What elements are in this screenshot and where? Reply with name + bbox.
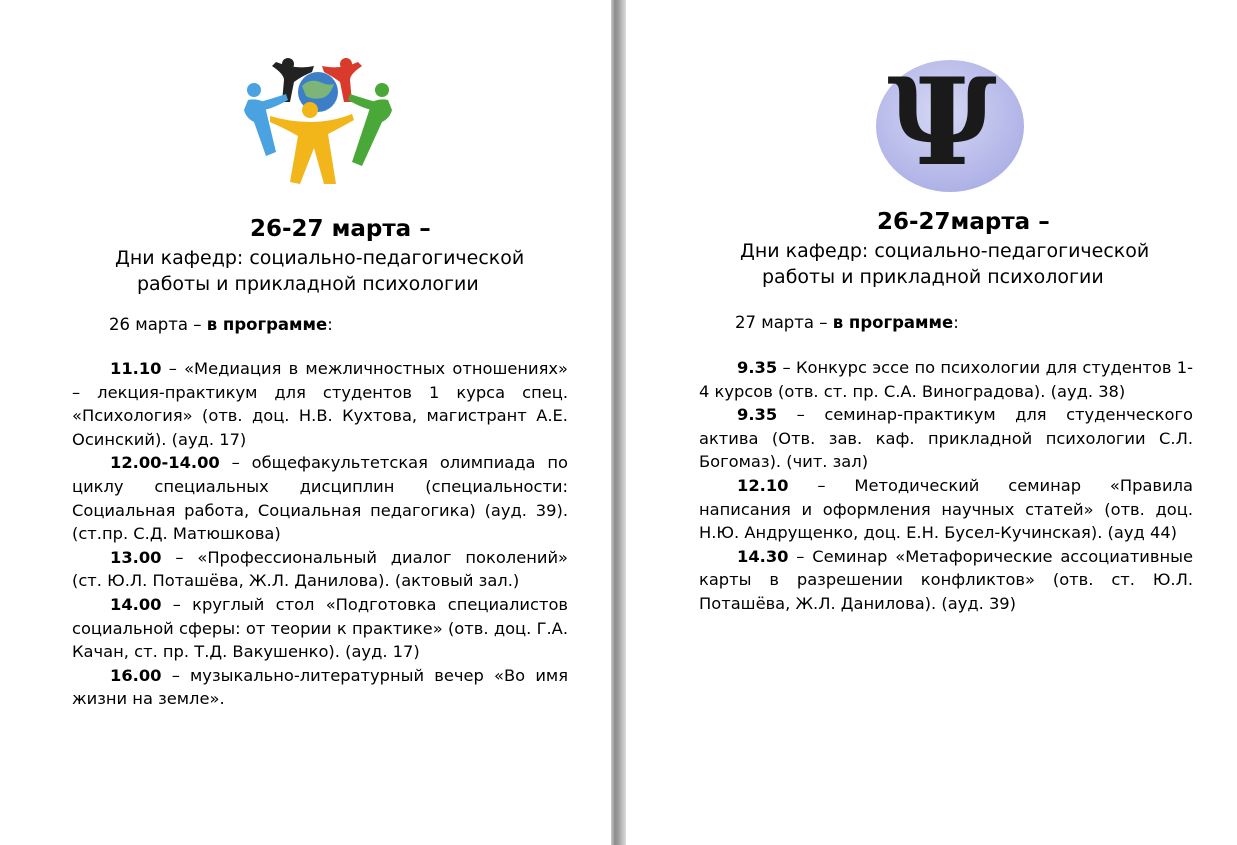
right-title: 26-27марта –	[877, 209, 1050, 235]
program-time: 9.35	[737, 358, 778, 377]
program-time: 11.10	[110, 359, 162, 378]
left-subtitle-line1: Дни кафедр: социально-педагогической	[115, 247, 525, 269]
program-time: 12.00-14.00	[110, 453, 220, 473]
program-item	[72, 451, 568, 545]
people-around-globe-icon	[240, 52, 396, 186]
program-text: – круглый стол «Подготовка специалистов социальной сферы: от теории к практике» (отв. доц. Г.А. Качан, ст. пр. Т.Д. Вакушенко). (ауд. 17)	[72, 594, 568, 662]
program-time: 13.00	[110, 547, 162, 567]
program-item	[699, 356, 1193, 403]
program-text: – Методический семинар «Правила написания и оформления научных статей» (отв. доц. Н.Ю. Андрущенко, доц. Е.Н. Бусел-Кучинская). (ауд 44)	[699, 475, 1193, 543]
intro-program-label: в программе	[206, 315, 328, 334]
intro-colon: :	[953, 313, 959, 332]
left-subtitle-line2: работы и прикладной психологии	[137, 273, 479, 295]
program-time: 9.35	[737, 405, 778, 425]
program-item	[72, 546, 568, 593]
psi-symbol-icon	[868, 48, 1028, 198]
program-text: – «Профессиональный диалог поколений» (ст. Ю.Л. Поташёва, Ж.Л. Данилова). (актовый зал.)	[72, 547, 568, 591]
svg-text:Ψ: Ψ	[887, 52, 997, 193]
program-time: 14.00	[110, 594, 162, 614]
program-text: – Конкурс эссе по психологии для студентов 1-4 курсов (отв. ст. пр. С.А. Виноградова). (ауд. 38)	[699, 358, 1193, 401]
right-program	[699, 356, 1193, 616]
program-text: – общефакультетская олимпиада по циклу специальных дисциплин (специальности: Социальная работа, Социальная педагогика) (ауд. 39). (ст.пр. С.Д. Матюшкова)	[72, 453, 568, 544]
right-intro	[735, 313, 959, 332]
left-program	[72, 357, 568, 711]
intro-date: 26 марта	[109, 315, 188, 334]
program-time: 16.00	[110, 665, 162, 685]
left-intro	[109, 315, 333, 334]
intro-dash: –	[814, 313, 833, 332]
intro-program-label: в программе	[832, 313, 954, 332]
right-subtitle-line2: работы и прикладной психологии	[762, 266, 1104, 288]
intro-dash: –	[188, 315, 207, 334]
right-subtitle-line1: Дни кафедр: социально-педагогической	[740, 240, 1150, 262]
intro-date: 27 марта	[735, 313, 814, 332]
right-page	[626, 0, 1237, 845]
program-time: 12.10	[737, 475, 789, 495]
program-item	[72, 357, 568, 451]
program-item	[72, 593, 568, 664]
page-gutter	[611, 0, 626, 845]
program-text: – Семинар «Метафорические ассоциативные карты в разрешении конфликтов» (отв. ст. Ю.Л. Поташёва, Ж.Л. Данилова). (ауд. 39)	[699, 546, 1193, 613]
program-item	[72, 664, 568, 711]
program-time: 14.30	[737, 546, 789, 566]
program-text: – «Медиация в межличностных отношениях» – лекция-практикум для студентов 1 курса спец. «Психология» (отв. доц. Н.В. Кухтова, магистрант А.Е. Осинский). (ауд. 17)	[72, 359, 568, 449]
program-item	[699, 403, 1193, 474]
left-page	[0, 0, 611, 845]
program-text: – музыкально-литературный вечер «Во имя жизни на земле».	[72, 665, 568, 709]
left-title: 26-27 марта –	[250, 216, 431, 242]
program-item	[699, 545, 1193, 616]
intro-colon: :	[327, 315, 333, 334]
program-text: – семинар-практикум для студенческого актива (Отв. зав. каф. прикладной психологии С.Л. Богомаз). (чит. зал)	[699, 405, 1193, 472]
program-item	[699, 474, 1193, 545]
